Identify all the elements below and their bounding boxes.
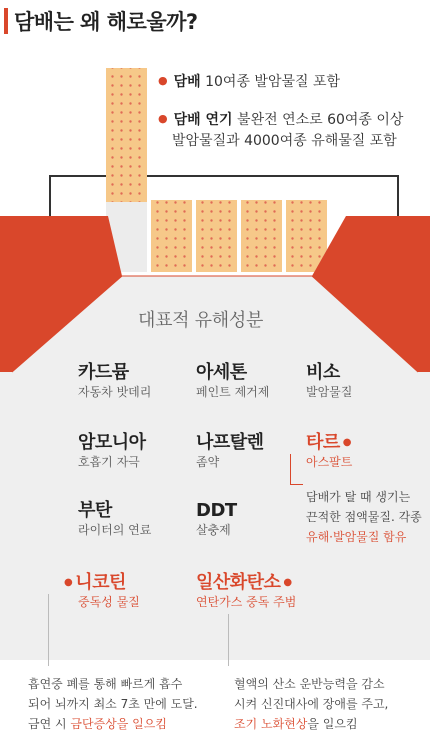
substance-desc: 페인트 제거제 [196, 385, 270, 399]
cigarette-short-3 [241, 200, 282, 272]
substance-desc: 살충제 [196, 523, 231, 537]
tar-note [306, 487, 428, 547]
substance-desc: 자동차 밧데리 [78, 385, 152, 399]
nicotine-note-line2: 되어 뇌까지 최소 7초 만에 도달. [28, 697, 198, 711]
tar-note-line2: 끈적한 점액물질. 각종 [306, 510, 422, 524]
substance-name: 일산화탄소 ● [196, 572, 292, 593]
fact-2-bold: 담배 연기 [173, 112, 233, 128]
page-title: 담배는 왜 해로울까? [14, 10, 198, 34]
fact-1-text: 10여종 발암물질 포함 [200, 74, 341, 90]
substance-desc: 호흡기 자극 [78, 455, 140, 469]
substance-name: 비소 [306, 362, 340, 383]
tar-note-highlight: 유해·발암물질 함유 [306, 530, 407, 544]
substance-tar [306, 432, 352, 470]
nicotine-note [28, 674, 228, 734]
substance-cadmium [78, 362, 151, 400]
co-note-line2: 시켜 신진대사에 장애를 주고, [234, 697, 389, 711]
substance-desc: 좀약 [196, 455, 220, 469]
co-note-line3: 조기 노화현상을 일으킴 [234, 717, 358, 731]
co-note-line1: 혈액의 산소 운반능력을 감소 [234, 677, 385, 691]
substance-name: 나프탈렌 [196, 432, 264, 453]
bullet-dot-icon: ● [158, 74, 168, 87]
fact-1-bold: 담배 [173, 74, 201, 90]
substance-nicotine [64, 572, 140, 610]
substance-carbon-monoxide [196, 572, 296, 610]
cigarette-tall [106, 68, 147, 202]
nicotine-connector [48, 594, 50, 666]
substance-name: DDT [196, 500, 237, 521]
co-connector [228, 614, 230, 666]
substance-name: 부탄 [78, 500, 112, 521]
tar-connector [290, 454, 303, 485]
fact-2 [158, 108, 426, 152]
cigarette-short-2 [196, 200, 237, 272]
substance-butane [78, 500, 151, 538]
substance-desc: 연탄가스 중독 주범 [196, 595, 297, 609]
substance-arsenic [306, 362, 352, 400]
substance-naphthalene [196, 432, 264, 470]
substance-desc: 발암물질 [306, 385, 353, 399]
substance-desc: 라이터의 연료 [78, 523, 152, 537]
substance-ammonia [78, 432, 146, 470]
substance-name: 아세톤 [196, 362, 247, 383]
substance-name: 카드뮴 [78, 362, 129, 383]
substance-name: 타르 ● [306, 432, 351, 453]
substance-name: 암모니아 [78, 432, 146, 453]
fact-2-text: 불완전 연소로 60여종 이상 [232, 112, 404, 128]
bullet-dot-icon: ● [158, 112, 168, 125]
substance-desc: 아스팔트 [306, 455, 353, 469]
section-title: 대표적 유해성분 [138, 310, 264, 331]
tar-note-line1: 담배가 탈 때 생기는 [306, 490, 411, 504]
nicotine-note-line1: 흡연중 폐를 통해 빠르게 흡수 [28, 677, 183, 691]
substance-name: ● 니코틴 [64, 572, 126, 593]
cigarette-short-1 [151, 200, 192, 272]
fact-2-line2: 발암물질과 4000여종 유해물질 포함 [172, 133, 397, 149]
substance-acetone [196, 362, 269, 400]
fact-1 [158, 70, 423, 93]
substance-ddt [196, 500, 237, 538]
substance-desc: 중독성 물질 [78, 595, 140, 609]
nicotine-note-line3: 금연 시 금단증상을 일으킴 [28, 717, 167, 731]
co-note [234, 674, 428, 734]
